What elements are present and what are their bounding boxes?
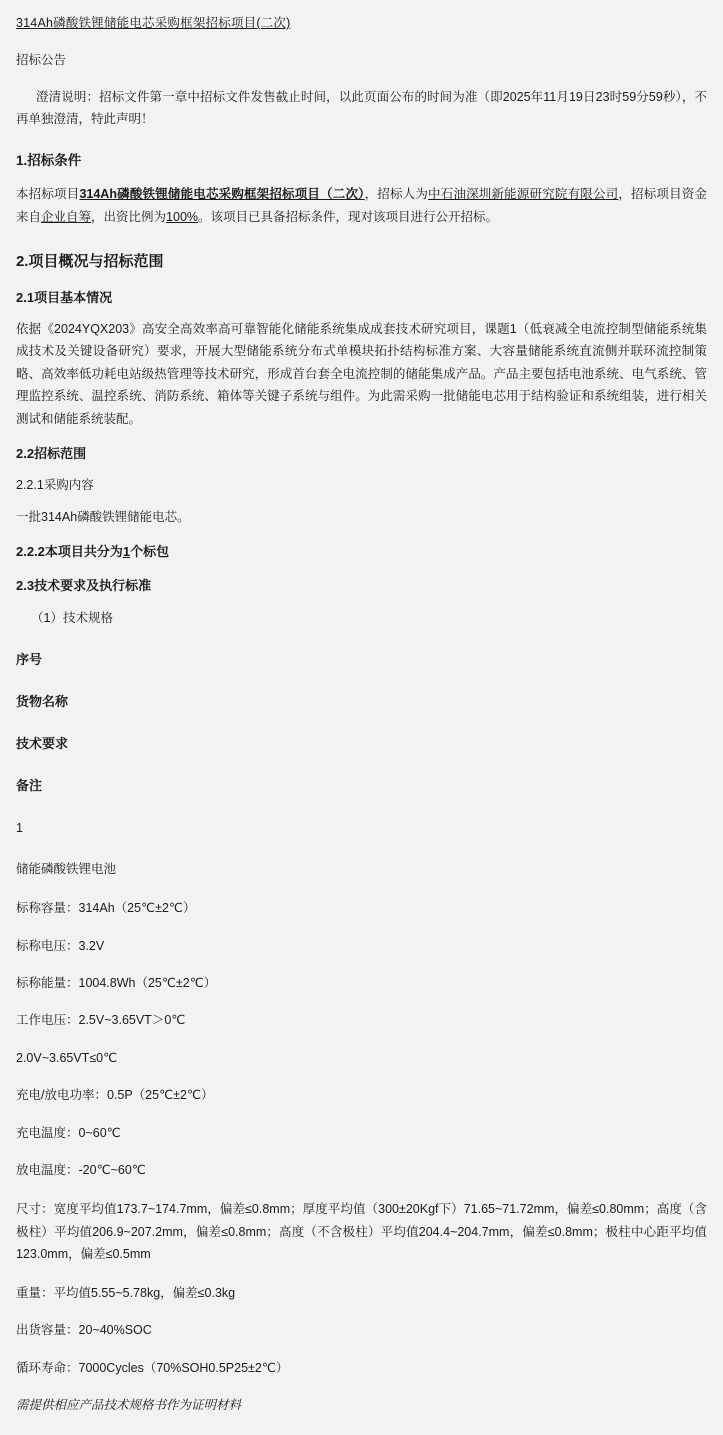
section-2-2-1-heading: 2.2.1采购内容 xyxy=(16,478,94,493)
notice-heading: 招标公告 xyxy=(16,53,67,68)
spec-requirement-working-voltage-cold: 2.0V~3.65VT≤0℃ xyxy=(16,1050,118,1065)
spec-requirement-charge-temp: 充电温度：0~60℃ xyxy=(16,1125,121,1140)
spec-row-remark: 需提供相应产品技术规格书作为证明材料 xyxy=(16,1397,242,1412)
spec-row-goods-name: 储能磷酸铁锂电池 xyxy=(16,861,117,876)
section-2-2-heading: 2.2招标范围 xyxy=(16,446,87,462)
spec-requirement-cycle-life: 循环寿命：7000Cycles（70%SOH0.5P25±2℃） xyxy=(16,1360,289,1375)
s1-fund-ratio: 100% xyxy=(166,209,199,224)
section-2-3-1-heading: （1）技术规格 xyxy=(31,610,113,625)
spec-requirement-power: 充电/放电功率：0.5P（25℃±2℃） xyxy=(16,1088,214,1103)
spec-requirement-capacity: 标称容量：314Ah（25℃±2℃） xyxy=(16,901,196,916)
spec-row-index: 1 xyxy=(16,820,23,835)
spec-header-remark: 备注 xyxy=(16,778,43,794)
spec-requirement-dimensions: 尺寸：宽度平均值173.7~174.7mm，偏差≤0.8mm；厚度平均值（300±20Kgf下）71.65~71.72mm，偏差≤0.80mm；高度（含极柱）平均值206.9~207.2mm，偏差≤0.8mm；高度（不含极柱）平均值204.4~204.7mm，偏差≤0.8mm；极柱中心距平均值123.0mm，偏差≤0.5mm xyxy=(16,1202,707,1262)
s1-fund-source: 企业自筹 xyxy=(41,209,92,224)
s1-text-end: 。该项目已具备招标条件，现对该项目进行公开招标。 xyxy=(198,209,499,224)
lots-text-post: 个标包 xyxy=(130,544,170,560)
spec-requirement-discharge-temp: 放电温度：-20℃~60℃ xyxy=(16,1162,146,1177)
spec-header-goods: 货物名称 xyxy=(16,694,69,710)
section-2-2-2-heading xyxy=(16,542,707,562)
s1-text-pre: 本招标项目 xyxy=(16,187,80,202)
section-2-heading: 2.项目概况与招标范围 xyxy=(16,253,164,271)
section-2-1-heading: 2.1项目基本情况 xyxy=(16,289,113,305)
section-1-heading: 1.招标条件 xyxy=(16,152,82,168)
section-2-2-1-body: 一批314Ah磷酸铁锂储能电芯。 xyxy=(16,509,190,524)
s1-text-mid3: ，出资比例为 xyxy=(91,209,167,224)
lots-text-pre: 2.2.2本项目共分为 xyxy=(16,544,123,560)
spec-requirement-working-voltage-hot: 工作电压：2.5V~3.65VT＞0℃ xyxy=(16,1013,186,1028)
s1-project-name: 314Ah磷酸铁锂储能电芯采购框架招标项目（二次） xyxy=(79,187,365,202)
spec-requirement-weight: 重量：平均值5.55~5.78kg，偏差≤0.3kg xyxy=(16,1285,236,1300)
lots-count: 1 xyxy=(122,544,131,560)
spec-requirement-shipping-soc: 出货容量：20~40%SOC xyxy=(16,1323,152,1338)
page-title: 314Ah磷酸铁锂储能电芯采购框架招标项目(二次) xyxy=(16,16,291,30)
s1-text-mid1: ，招标人为 xyxy=(364,187,429,202)
clarification-paragraph: 澄清说明：招标文件第一章中招标文件发售截止时间，以此页面公布的时间为准（即2025年11月19日23时59分59秒），不再单独澄清，特此声明！ xyxy=(16,89,707,126)
s1-text-mid2: ，招标项目资金来自 xyxy=(16,187,707,224)
spec-requirement-voltage: 标称电压：3.2V xyxy=(16,938,105,953)
spec-requirement-energy: 标称能量：1004.8Wh（25℃±2℃） xyxy=(16,976,217,991)
section-2-3-heading: 2.3技术要求及执行标准 xyxy=(16,578,152,594)
s1-tenderer: 中石油深圳新能源研究院有限公司 xyxy=(428,187,619,202)
spec-header-requirements: 技术要求 xyxy=(16,736,69,752)
section-2-1-body: 依据《2024YQX203》高安全高效率高可靠智能化储能系统集成成套技术研究项目，课题1（低衰减全电流控制型储能系统集成技术及关键设备研究）要求，开展大型储能系统分布式单模块拓扑结构标准方案、大容量储能系统直流侧并联环流控制策略、高效率低功耗电站级热管理等技术研究，形成首台套全电流控制的储能集成产品。产品主要包括电池系统、电气系统、管理监控系统、温控系统、消防系统、箱体等关键子系统与组件。为此需采购一批储能电芯用于结构验证和系统组装，进行相关测试和储能系统装配。 xyxy=(16,321,707,426)
spec-header-index: 序号 xyxy=(16,651,43,667)
section-1-body xyxy=(16,183,707,228)
